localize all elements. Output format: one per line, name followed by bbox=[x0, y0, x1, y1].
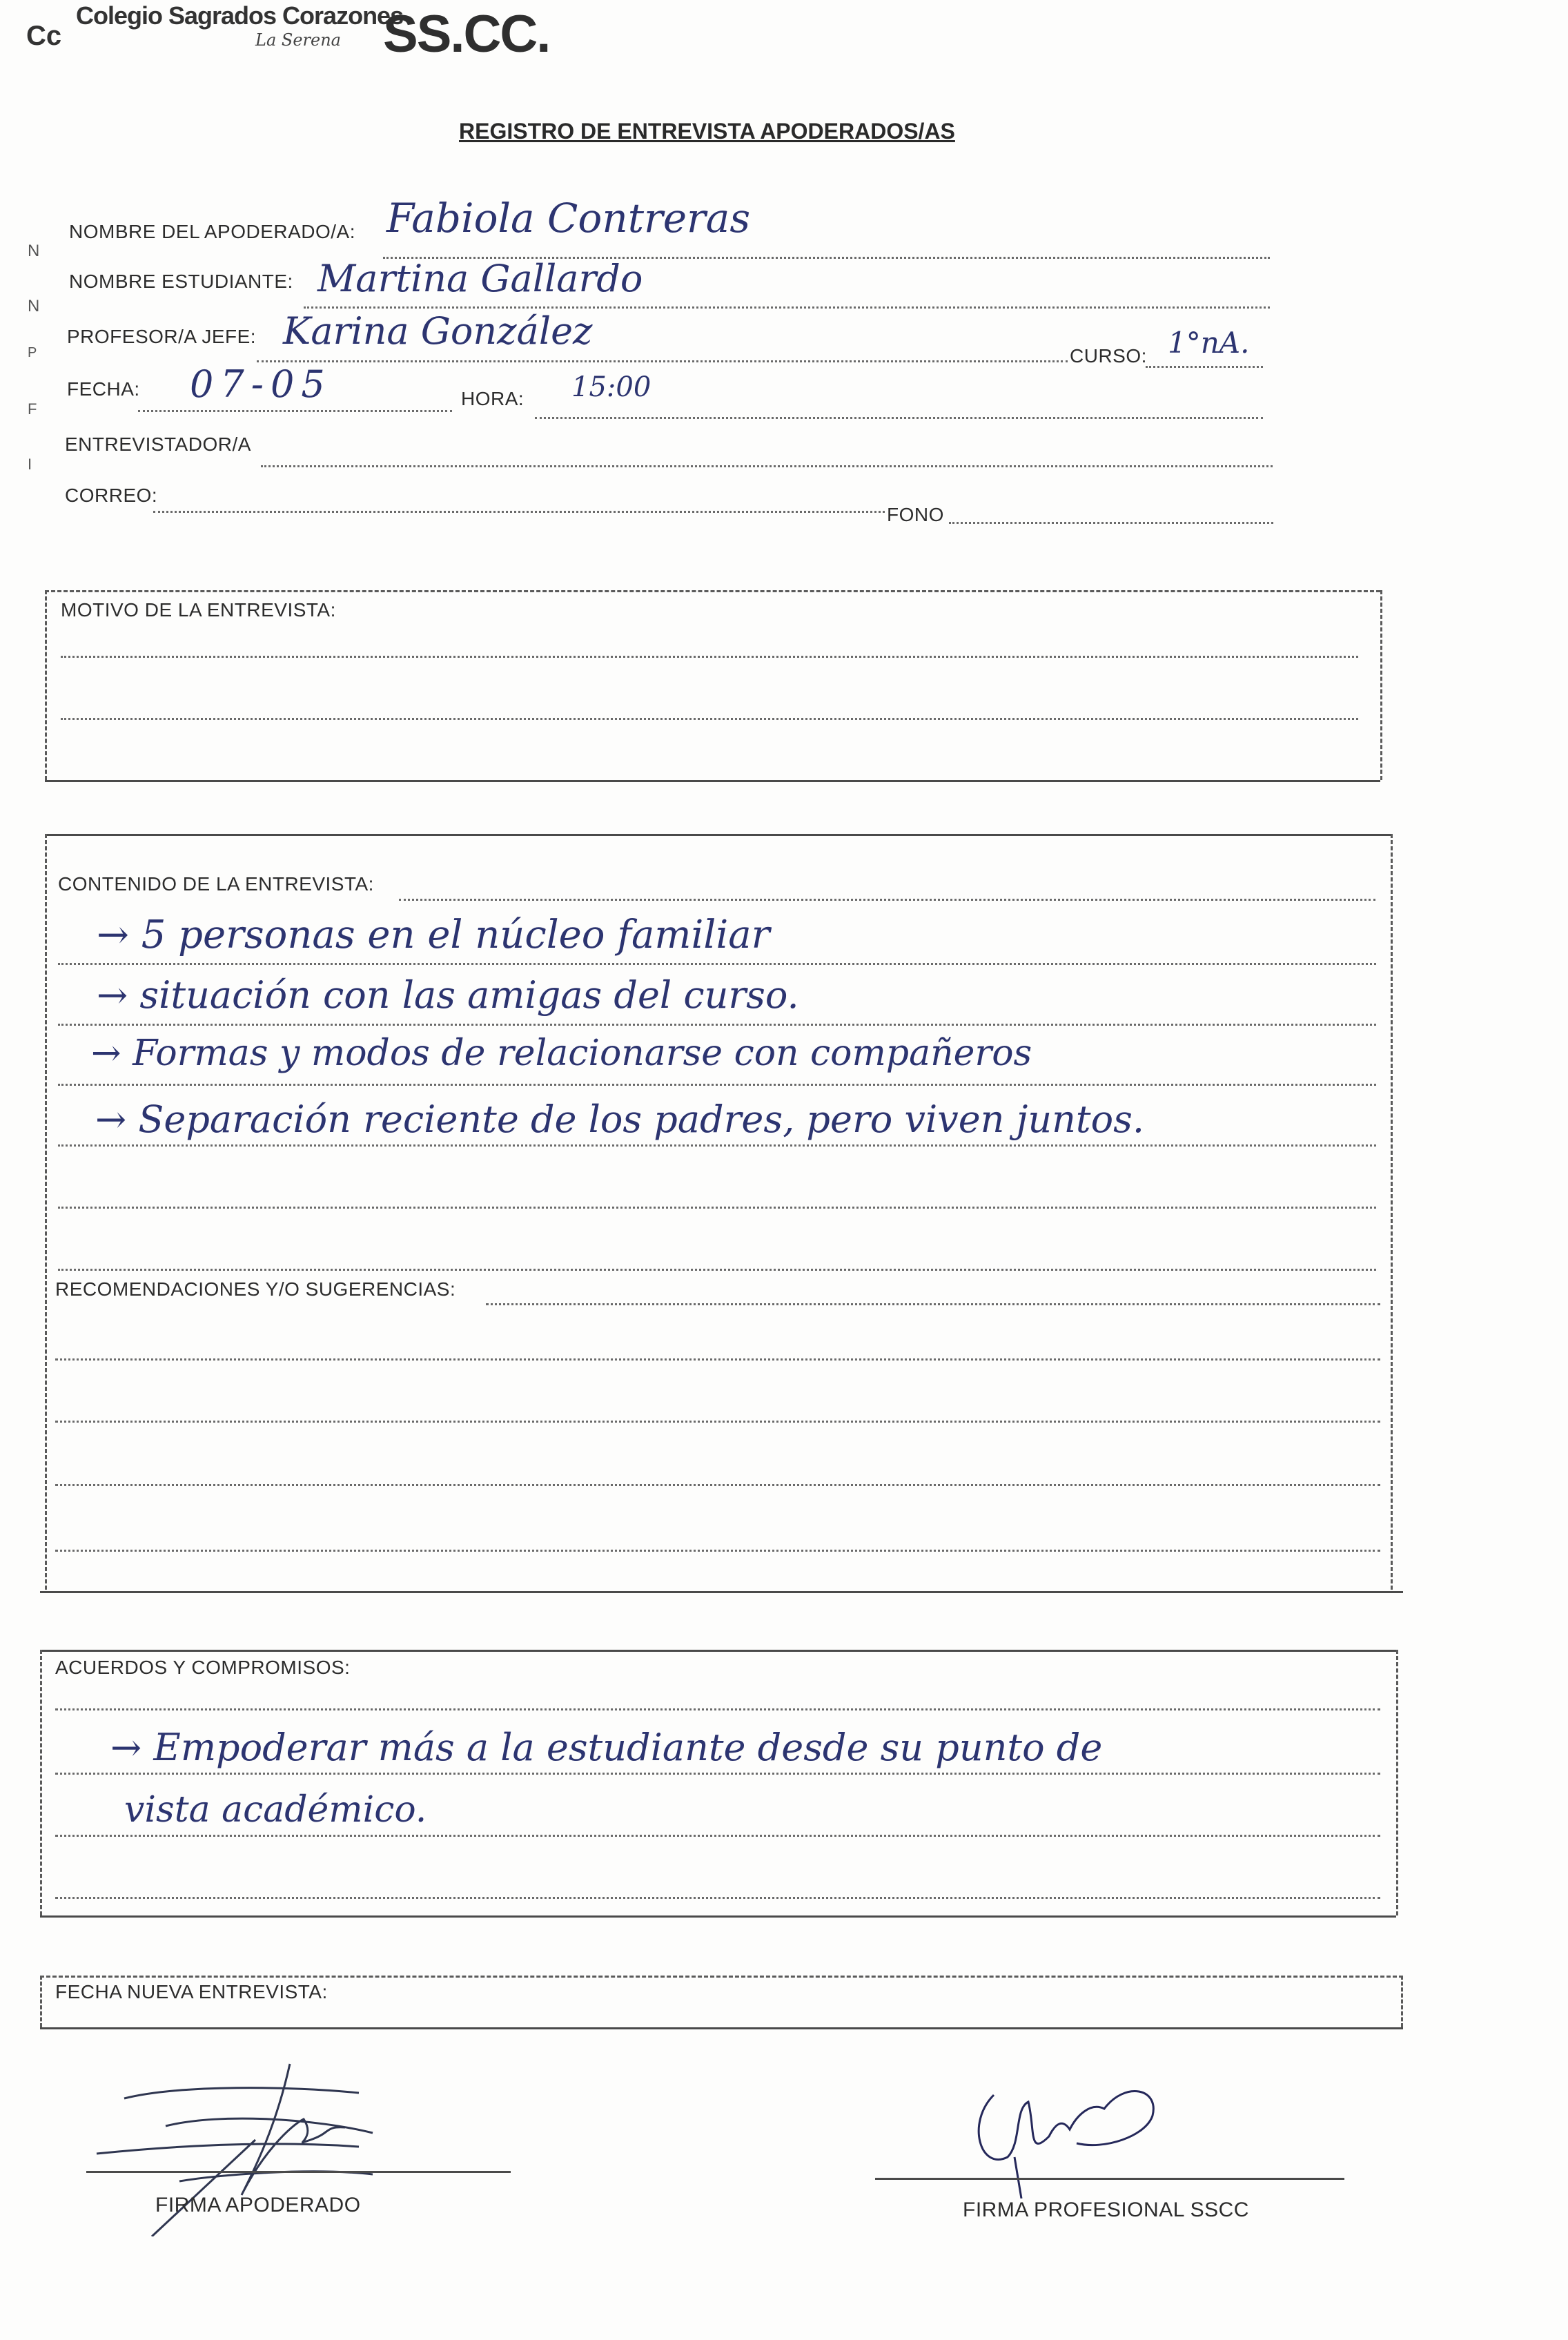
fecha-nueva-box-bottom bbox=[40, 2027, 1403, 2029]
margin-bleed: N N P F I bbox=[28, 242, 40, 473]
acuerdos-line-1 bbox=[55, 1708, 1380, 1710]
motivo-line-2 bbox=[61, 718, 1358, 720]
school-logo: SS.CC. bbox=[383, 5, 550, 64]
contenido-box-left bbox=[45, 834, 47, 1590]
motivo-box-bottom bbox=[45, 780, 1380, 782]
contenido-line-2 bbox=[58, 1024, 1376, 1026]
signature-profesional-label: FIRMA PROFESIONAL SSCC bbox=[963, 2198, 1249, 2221]
fecha-value: 07-05 bbox=[190, 362, 332, 406]
contenido-entry-4: → Separación reciente de los padres, pero viven juntos. bbox=[95, 1098, 1145, 1141]
estudiante-value: Martina Gallardo bbox=[317, 257, 643, 300]
contenido-box-top bbox=[45, 834, 1391, 836]
contenido-box-bottom bbox=[40, 1591, 1403, 1593]
fecha-nueva-box-right bbox=[1401, 1976, 1403, 2027]
curso-line bbox=[1146, 366, 1263, 368]
contenido-line-6 bbox=[58, 1269, 1376, 1271]
fono-label: FONO bbox=[887, 504, 944, 525]
acuerdos-box-bottom bbox=[40, 1915, 1396, 1918]
signature-profesional-drawing bbox=[952, 2054, 1180, 2198]
contenido-line-5 bbox=[58, 1207, 1376, 1209]
contenido-header-line bbox=[399, 899, 1375, 901]
curso-label: CURSO: bbox=[1070, 345, 1147, 367]
recomendaciones-label: RECOMENDACIONES Y/O SUGERENCIAS: bbox=[55, 1278, 456, 1300]
recomendaciones-line-2 bbox=[55, 1421, 1380, 1423]
recomendaciones-line-1 bbox=[55, 1358, 1380, 1361]
hora-line bbox=[535, 417, 1263, 419]
motivo-box-right bbox=[1380, 590, 1382, 780]
form-title: REGISTRO DE ENTREVISTA APODERADOS/AS bbox=[459, 119, 955, 144]
curso-value: 1°nA. bbox=[1168, 326, 1250, 360]
signature-apoderado-label: FIRMA APODERADO bbox=[155, 2194, 361, 2216]
fecha-label: FECHA: bbox=[67, 378, 140, 400]
contenido-label: CONTENIDO DE LA ENTREVISTA: bbox=[58, 873, 374, 895]
apoderado-value: Fabiola Contreras bbox=[386, 195, 751, 242]
estudiante-line bbox=[304, 306, 1270, 309]
acuerdos-entry-2: vista académico. bbox=[124, 1789, 427, 1831]
acuerdos-line-4 bbox=[55, 1897, 1380, 1899]
acuerdos-box-top bbox=[40, 1650, 1396, 1652]
margin-mark: Cc bbox=[26, 21, 62, 51]
recomendaciones-header-line bbox=[486, 1303, 1380, 1305]
contenido-line-1 bbox=[58, 963, 1376, 965]
profesor-label: PROFESOR/A JEFE: bbox=[67, 326, 257, 347]
hora-value: 15:00 bbox=[571, 371, 651, 403]
profesor-value: Karina González bbox=[283, 309, 593, 353]
entrevistador-line bbox=[261, 465, 1273, 467]
acuerdos-line-2 bbox=[55, 1773, 1380, 1775]
contenido-entry-1: → 5 personas en el núcleo familiar bbox=[97, 913, 770, 957]
contenido-entry-2: → situación con las amigas del curso. bbox=[97, 973, 799, 1017]
acuerdos-label: ACUERDOS Y COMPROMISOS: bbox=[55, 1657, 351, 1678]
acuerdos-entry-1: → Empoderar más a la estudiante desde su punto de bbox=[110, 1726, 1103, 1769]
profesor-line bbox=[257, 360, 1068, 362]
fono-line bbox=[949, 522, 1273, 524]
school-city: La Serena bbox=[255, 30, 341, 50]
recomendaciones-line-3 bbox=[55, 1484, 1380, 1486]
entrevistador-label: ENTREVISTADOR/A bbox=[65, 433, 251, 455]
fecha-nueva-box-top bbox=[40, 1976, 1403, 1978]
contenido-line-3 bbox=[58, 1084, 1376, 1086]
motivo-label: MOTIVO DE LA ENTREVISTA: bbox=[61, 599, 336, 621]
correo-label: CORREO: bbox=[65, 485, 158, 506]
fecha-nueva-box-left bbox=[40, 1976, 42, 2027]
correo-line bbox=[153, 511, 885, 513]
apoderado-label: NOMBRE DEL APODERADO/A: bbox=[69, 221, 355, 242]
contenido-box-right bbox=[1391, 834, 1393, 1590]
school-name: Colegio Sagrados Corazones bbox=[76, 1, 404, 30]
fecha-line bbox=[138, 410, 452, 412]
estudiante-label: NOMBRE ESTUDIANTE: bbox=[69, 271, 293, 292]
acuerdos-box-left bbox=[40, 1650, 42, 1915]
recomendaciones-line-4 bbox=[55, 1550, 1380, 1552]
contenido-line-4 bbox=[58, 1144, 1376, 1147]
contenido-entry-3: → Formas y modos de relacionarse con compañeros bbox=[91, 1033, 1032, 1074]
motivo-box-top bbox=[45, 590, 1380, 592]
fecha-nueva-label: FECHA NUEVA ENTREVISTA: bbox=[55, 1981, 328, 2002]
acuerdos-line-3 bbox=[55, 1835, 1380, 1837]
acuerdos-box-right bbox=[1396, 1650, 1398, 1915]
signature-apoderado-line bbox=[86, 2171, 511, 2173]
motivo-box-left bbox=[45, 590, 47, 780]
motivo-line-1 bbox=[61, 656, 1358, 658]
hora-label: HORA: bbox=[461, 388, 525, 409]
signature-profesional-line bbox=[875, 2178, 1344, 2180]
